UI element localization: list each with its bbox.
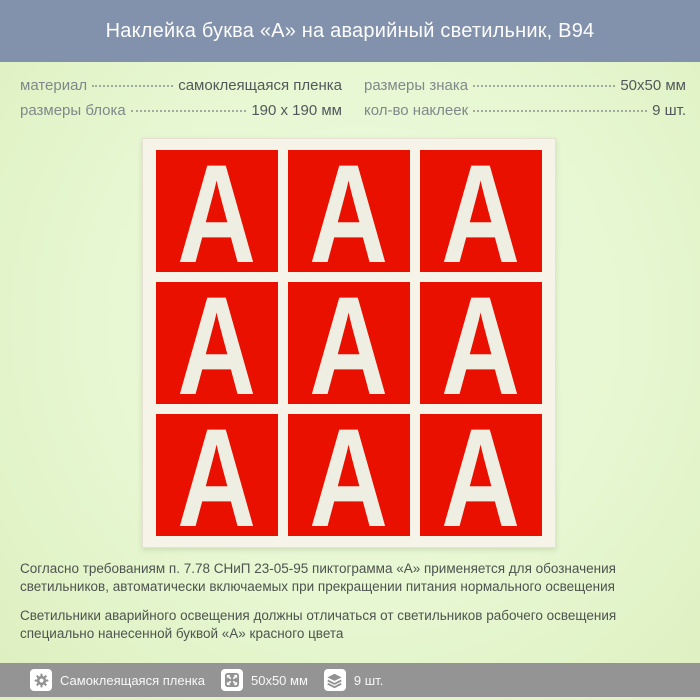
sticker-a [288, 282, 410, 404]
layers-icon [324, 669, 346, 691]
header-bar [0, 0, 700, 62]
description-text [20, 560, 688, 654]
sticker-a [156, 282, 278, 404]
sticker-letter: А [177, 282, 257, 404]
expand-arrows-icon [221, 669, 243, 691]
footer-count-label: 9 шт. [353, 672, 384, 688]
spec-row-sticker-count [364, 102, 686, 127]
dotted-leader [92, 85, 173, 87]
gear-icon [30, 669, 52, 691]
spec-label: кол-во наклеек [364, 102, 469, 119]
sticker-letter: А [441, 150, 521, 272]
spec-row-sign-size [364, 77, 686, 102]
sticker-a [288, 414, 410, 536]
sticker-letter: А [177, 414, 257, 536]
footer-bar [0, 663, 700, 697]
spec-value: самоклеящаяся пленка [178, 77, 342, 94]
spec-section [20, 77, 686, 127]
sticker-a [420, 414, 542, 536]
sticker-letter: А [309, 414, 389, 536]
sticker-letter: А [177, 150, 257, 272]
dotted-leader [473, 85, 615, 87]
sticker-a [288, 150, 410, 272]
spec-row-material [20, 77, 342, 102]
spec-value: 9 шт. [652, 102, 686, 119]
footer-material-label: Самоклеящаяся пленка [60, 672, 205, 688]
sticker-letter: А [309, 282, 389, 404]
spec-value: 190 x 190 мм [251, 102, 342, 119]
spec-column-left [20, 77, 342, 127]
sticker-grid [156, 150, 542, 536]
sticker-letter: А [441, 282, 521, 404]
description-paragraph-2: Светильники аварийного освещения должны отличаться от светильников рабочего освещения специально нанесенной буквой «А» красного цвета [20, 608, 617, 641]
page-title: Наклейка буква «А» на аварийный светильник, B94 [105, 19, 595, 42]
spec-label: размеры блока [20, 102, 126, 119]
sticker-letter: А [441, 414, 521, 536]
footer-item-count [324, 669, 383, 691]
footer-item-size [221, 669, 308, 691]
spec-label: размеры знака [364, 77, 469, 94]
sticker-a [420, 282, 542, 404]
spec-row-block-size [20, 102, 342, 127]
sticker-a [156, 150, 278, 272]
spec-label: материал [20, 77, 88, 94]
dotted-leader [473, 110, 647, 112]
dotted-leader [131, 110, 247, 112]
spec-value: 50x50 мм [620, 77, 686, 94]
footer-item-material [30, 669, 205, 691]
sticker-a [156, 414, 278, 536]
sticker-sheet [142, 138, 556, 548]
description-paragraph-1: Согласно требованиям п. 7.78 СНиП 23-05-95 пиктограмма «А» применяется для обозначения светильников, автоматически включаемых при прекращении питания нормального освещения [20, 561, 616, 594]
spec-column-right [364, 77, 686, 127]
sticker-letter: А [309, 150, 389, 272]
sticker-a [420, 150, 542, 272]
footer-size-label: 50x50 мм [250, 672, 308, 688]
